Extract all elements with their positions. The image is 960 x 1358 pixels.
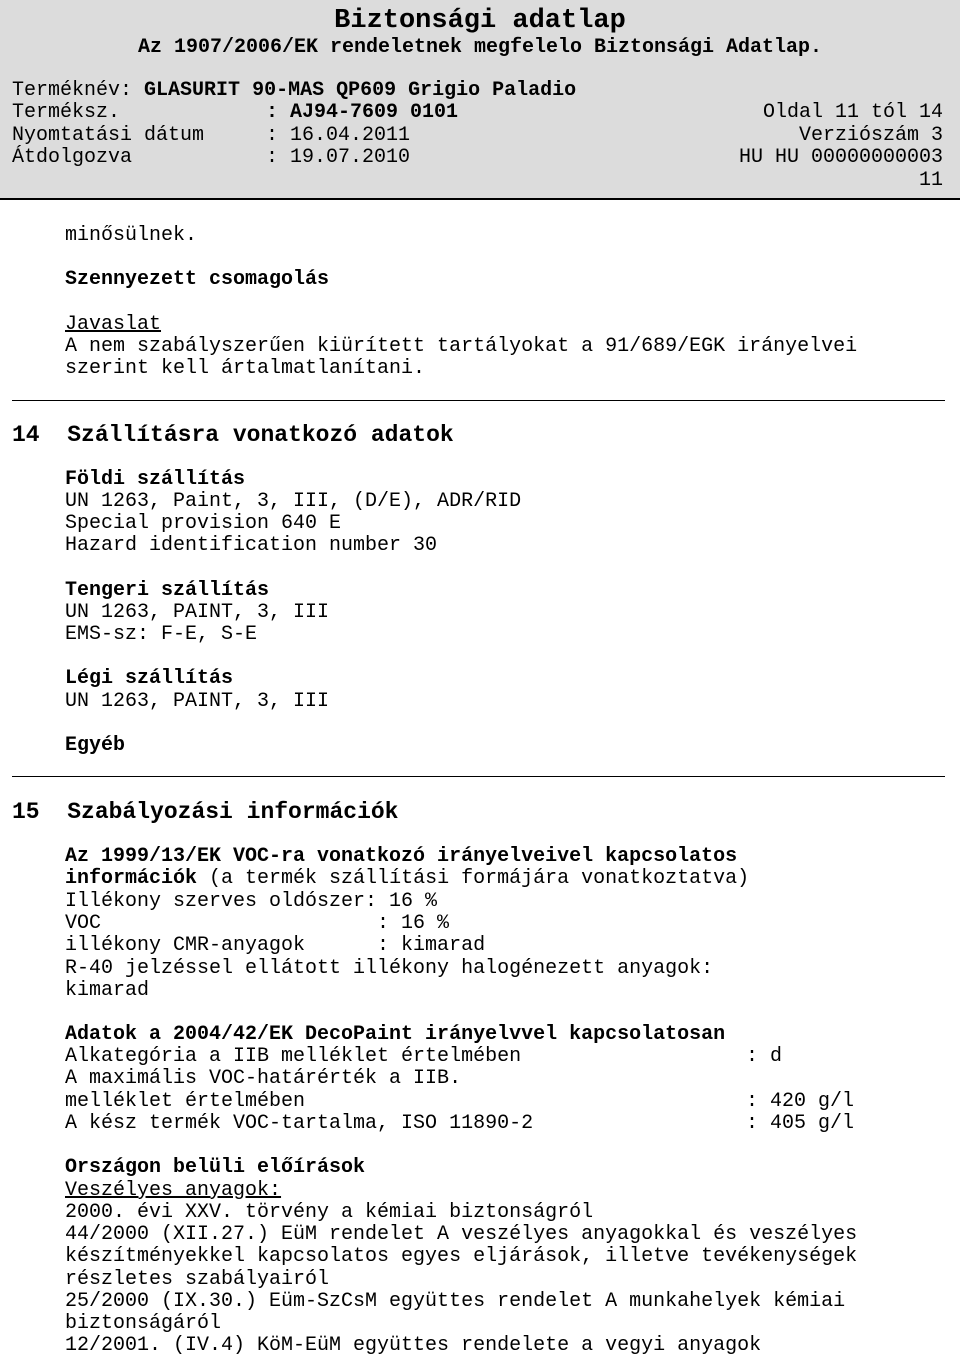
air-transport-line1: UN 1263, PAINT, 3, III <box>65 690 330 713</box>
national-line6: biztonságáról <box>65 1312 222 1335</box>
section-15-title: Szabályozási információk <box>67 799 399 825</box>
voc-heading-rest: (a termék szállítási formájára vonatkoztatva) <box>197 867 750 890</box>
national-line2: 44/2000 (XII.27.) EüM rendelet A veszélyes anyagokkal és veszélyes <box>65 1223 858 1246</box>
document-code-suffix: 11 <box>918 169 943 192</box>
national-line7: 12/2001. (IV.4) KöM-EüM együttes rendelete a vegyi anyagok <box>65 1334 762 1357</box>
section-14-heading <box>12 422 454 448</box>
product-no-sep: : <box>266 101 279 124</box>
other-transport-heading: Egyéb <box>65 734 126 757</box>
voc-line5: kimarad <box>65 979 150 1002</box>
document-subtitle: Az 1907/2006/EK rendeletnek megfelelo Biztonsági Adatlap. <box>137 36 823 59</box>
voc-line1: Illékony szerves oldószer: 16 % <box>65 890 438 913</box>
land-transport-line1: UN 1263, Paint, 3, III, (D/E), ADR/RID <box>65 490 522 513</box>
decopaint-heading: Adatok a 2004/42/EK DecoPaint irányelvvel kapcsolatosan <box>65 1023 726 1046</box>
product-no-value: AJ94-7609 0101 <box>290 101 459 124</box>
national-line3: készítményekkel kapcsolatos egyes eljárások, illetve tevékenységek <box>65 1245 858 1268</box>
section-14-title: Szállításra vonatkozó adatok <box>67 422 454 448</box>
land-transport-heading: Földi szállítás <box>65 468 246 491</box>
section-divider <box>12 400 945 401</box>
decopaint-line4-value: : 405 g/l <box>746 1112 855 1135</box>
land-transport-line3: Hazard identification number 30 <box>65 534 438 557</box>
decopaint-line4-label: A kész termék VOC-tartalma, ISO 11890-2 <box>65 1112 534 1135</box>
product-name-value: GLASURIT 90-MAS QP609 Grigio Paladio <box>144 79 577 102</box>
product-name-label: Terméknév: <box>12 79 133 102</box>
decopaint-line3-value: : 420 g/l <box>746 1090 855 1113</box>
recommendation-label: Javaslat <box>65 313 162 336</box>
packaging-text-line1: A nem szabályszerűen kiürített tartályokat a 91/689/EGK irányelvei <box>65 335 858 358</box>
section-15-heading <box>12 799 398 825</box>
voc-line3: illékony CMR-anyagok : kimarad <box>65 934 486 957</box>
voc-heading-line1: Az 1999/13/EK VOC-ra vonatkozó irányelveivel kapcsolatos <box>65 845 738 868</box>
sea-transport-line1: UN 1263, PAINT, 3, III <box>65 601 330 624</box>
product-no-row <box>266 102 458 124</box>
section-divider <box>12 776 945 777</box>
voc-heading-bold: információk <box>65 867 198 890</box>
packaging-text-line2: szerint kell ártalmatlanítani. <box>65 357 426 380</box>
section-15-number: 15 <box>12 799 40 825</box>
national-line5: 25/2000 (IX.30.) Eüm-SzCsM együttes rendelet A munkahelyek kémiai <box>65 1290 846 1313</box>
sea-transport-line2: EMS-sz: F-E, S-E <box>65 623 258 646</box>
page-indicator: Oldal 11 tól 14 <box>762 101 943 124</box>
version-label: Verziószám 3 <box>798 124 943 147</box>
document-title: Biztonsági adatlap <box>334 6 626 36</box>
national-line4: részletes szabályairól <box>65 1268 330 1291</box>
revised-value: : 19.07.2010 <box>266 146 411 169</box>
contaminated-packaging-heading: Szennyezett csomagolás <box>65 268 330 291</box>
land-transport-line2: Special provision 640 E <box>65 512 342 535</box>
product-name-row <box>12 80 576 102</box>
revised-label: Átdolgozva <box>12 146 133 169</box>
print-date-value: : 16.04.2011 <box>266 124 411 147</box>
decopaint-line2-label: A maximális VOC-határérték a IIB. <box>65 1067 462 1090</box>
product-no-label: Terméksz. <box>12 101 121 124</box>
air-transport-heading: Légi szállítás <box>65 667 234 690</box>
print-date-label: Nyomtatási dátum <box>12 124 205 147</box>
document-header <box>0 0 960 200</box>
national-line1: 2000. évi XXV. törvény a kémiai biztonságról <box>65 1201 594 1224</box>
national-regulations-heading: Országon belüli előírások <box>65 1156 366 1179</box>
decopaint-line1-value: : d <box>746 1045 783 1068</box>
document-code: HU HU 00000000003 <box>738 146 943 169</box>
decopaint-line3-label: melléklet értelmében <box>65 1090 306 1113</box>
section-14-number: 14 <box>12 422 40 448</box>
continuation-line: minősülnek. <box>65 224 198 247</box>
voc-line2: VOC : 16 % <box>65 912 450 935</box>
voc-line4: R-40 jelzéssel ellátott illékony halogénezett anyagok: <box>65 957 714 980</box>
sea-transport-heading: Tengeri szállítás <box>65 579 270 602</box>
decopaint-line1-label: Alkategória a IIB melléklet értelmében <box>65 1045 522 1068</box>
hazardous-substances-label: Veszélyes anyagok: <box>65 1179 282 1202</box>
voc-heading-line2 <box>65 868 749 890</box>
